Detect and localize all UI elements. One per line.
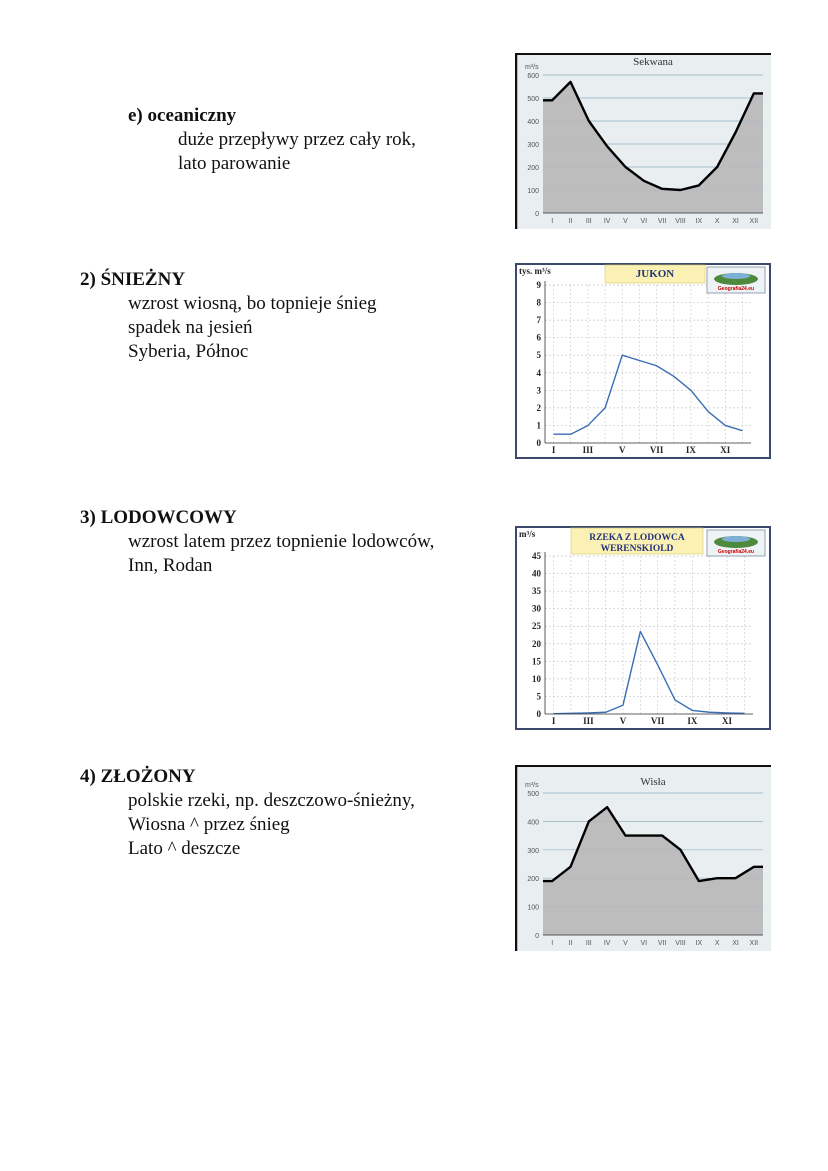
chart-y-label: m³/s xyxy=(519,529,536,539)
section-line: lato parowanie xyxy=(178,153,291,174)
logo-text: Geografia24.eu xyxy=(717,286,755,292)
chart-y-tick-label: 5 xyxy=(536,350,541,361)
chart-x-tick-label: IX xyxy=(685,445,696,455)
section-line: duże przepływy przez cały rok, xyxy=(178,129,416,150)
section-heading: 2) ŚNIEŻNY xyxy=(80,269,186,290)
chart-x-tick-label: I xyxy=(551,940,554,947)
section-line: Wiosna ^ przez śnieg xyxy=(128,814,290,835)
section-heading: e) oceaniczny xyxy=(128,105,237,126)
chart-y-tick-label: 200 xyxy=(527,876,539,884)
chart-werenskiold xyxy=(515,526,771,730)
chart-y-tick-label: 6 xyxy=(536,332,541,343)
chart-x-tick-label: VIII xyxy=(675,940,686,947)
section-line: Syberia, Północ xyxy=(128,341,249,362)
section-oceaniczny xyxy=(128,104,416,176)
chart-y-tick-label: 0 xyxy=(535,933,539,940)
section-line: wzrost latem przez topnienie lodowców, xyxy=(128,531,435,552)
chart-y-tick-label: 2 xyxy=(536,402,541,413)
chart-x-tick-label: III xyxy=(583,716,594,726)
chart-y-label: tys. m³/s xyxy=(519,266,551,276)
chart-title: WERENSKIOLD xyxy=(600,544,674,554)
chart-x-tick-label: XI xyxy=(732,940,739,947)
chart-x-tick-label: IV xyxy=(603,218,611,225)
chart-x-tick-label: IX xyxy=(695,218,703,225)
chart-y-tick-label: 0 xyxy=(536,438,541,448)
chart-y-tick-label: 100 xyxy=(527,188,539,195)
chart-y-tick-label: 500 xyxy=(527,96,539,103)
chart-x-tick-label: IV xyxy=(603,940,611,947)
chart-y-tick-label: 25 xyxy=(532,621,541,632)
chart-x-tick-label: VII xyxy=(657,218,667,225)
chart-y-tick-label: 200 xyxy=(527,165,539,172)
chart-y-tick-label: 20 xyxy=(532,638,541,649)
chart-x-tick-label: XI xyxy=(732,218,739,225)
chart-title: JUKON xyxy=(635,268,675,280)
chart-x-tick-label: II xyxy=(568,940,573,947)
chart-y-tick-label: 500 xyxy=(527,791,539,798)
chart-x-tick-label: IX xyxy=(687,716,698,726)
chart-y-tick-label: 0 xyxy=(535,211,539,218)
chart-y-tick-label: 3 xyxy=(536,385,541,396)
chart-wisla xyxy=(515,765,771,951)
chart-x-tick-label: VII xyxy=(650,716,665,726)
chart-x-tick-label: X xyxy=(714,218,720,225)
section-line: wzrost wiosną, bo topnieje śnieg xyxy=(128,293,377,314)
chart-x-tick-label: VI xyxy=(640,940,648,947)
chart-x-tick-label: XII xyxy=(749,940,759,947)
chart-y-tick-label: 15 xyxy=(532,656,541,667)
chart-y-label: m³/s xyxy=(525,64,539,71)
chart-sekwana xyxy=(515,53,771,229)
chart-werenskiold-svg xyxy=(515,526,771,730)
chart-y-tick-label: 45 xyxy=(532,551,541,561)
chart-x-tick-label: XI xyxy=(720,445,731,455)
chart-jukon xyxy=(515,263,771,459)
chart-y-tick-label: 1 xyxy=(536,420,541,431)
chart-y-tick-label: 8 xyxy=(536,297,541,308)
chart-title: RZEKA Z LODOWCA xyxy=(589,533,685,543)
chart-x-tick-label: III xyxy=(585,218,592,225)
chart-x-tick-label: III xyxy=(582,445,594,455)
chart-x-tick-label: V xyxy=(619,716,627,726)
chart-y-label: m³/s xyxy=(525,782,539,789)
chart-x-tick-label: VII xyxy=(649,445,664,455)
logo-water-icon xyxy=(722,536,750,542)
chart-sekwana-svg xyxy=(515,53,771,229)
section-lodowcowy xyxy=(80,506,434,578)
section-heading: 3) LODOWCOWY xyxy=(80,507,237,528)
section-line: polskie rzeki, np. deszczowo-śnieżny, xyxy=(128,790,415,811)
chart-y-tick-label: 10 xyxy=(532,673,541,684)
chart-x-tick-label: XI xyxy=(721,716,733,726)
chart-x-tick-label: X xyxy=(714,940,720,947)
chart-y-tick-label: 600 xyxy=(527,73,539,80)
chart-x-tick-label: V xyxy=(619,445,626,455)
chart-y-tick-label: 30 xyxy=(532,603,541,614)
section-zlozony xyxy=(80,765,415,861)
section-heading: 4) ZŁOŻONY xyxy=(80,766,196,787)
chart-title: Sekwana xyxy=(633,56,673,68)
chart-x-tick-label: I xyxy=(551,445,556,455)
section-snieżny xyxy=(80,268,377,364)
chart-y-tick-label: 300 xyxy=(527,142,539,149)
chart-y-tick-label: 4 xyxy=(536,367,541,378)
chart-x-tick-label: VII xyxy=(657,940,667,947)
chart-x-tick-label: VI xyxy=(640,218,648,225)
chart-x-tick-label: I xyxy=(551,218,554,225)
section-line: spadek na jesień xyxy=(128,317,253,338)
chart-x-tick-label: VIII xyxy=(675,218,686,225)
chart-x-tick-label: II xyxy=(568,218,573,225)
chart-x-tick-label: V xyxy=(623,940,628,947)
section-line: Inn, Rodan xyxy=(128,555,213,576)
chart-y-tick-label: 0 xyxy=(536,709,541,719)
chart-jukon-svg xyxy=(515,263,771,459)
chart-y-tick-label: 35 xyxy=(532,586,541,597)
chart-y-tick-label: 9 xyxy=(536,280,541,290)
chart-x-tick-label: V xyxy=(623,218,628,225)
chart-y-tick-label: 5 xyxy=(536,691,541,702)
chart-x-tick-label: XII xyxy=(749,218,759,225)
chart-title: Wisła xyxy=(640,776,666,788)
chart-x-tick-label: IX xyxy=(695,940,703,947)
chart-y-tick-label: 400 xyxy=(527,819,539,827)
chart-y-tick-label: 300 xyxy=(527,847,539,855)
chart-y-tick-label: 100 xyxy=(527,904,539,912)
chart-y-tick-label: 400 xyxy=(527,119,539,126)
chart-y-tick-label: 40 xyxy=(532,568,541,579)
logo-water-icon xyxy=(722,273,750,279)
chart-x-tick-label: I xyxy=(551,716,556,726)
chart-wisla-svg xyxy=(515,765,771,951)
chart-y-tick-label: 7 xyxy=(536,315,541,326)
chart-x-tick-label: III xyxy=(585,940,592,947)
section-line: Lato ^ deszcze xyxy=(128,838,241,859)
logo-text: Geografia24.eu xyxy=(717,549,755,555)
